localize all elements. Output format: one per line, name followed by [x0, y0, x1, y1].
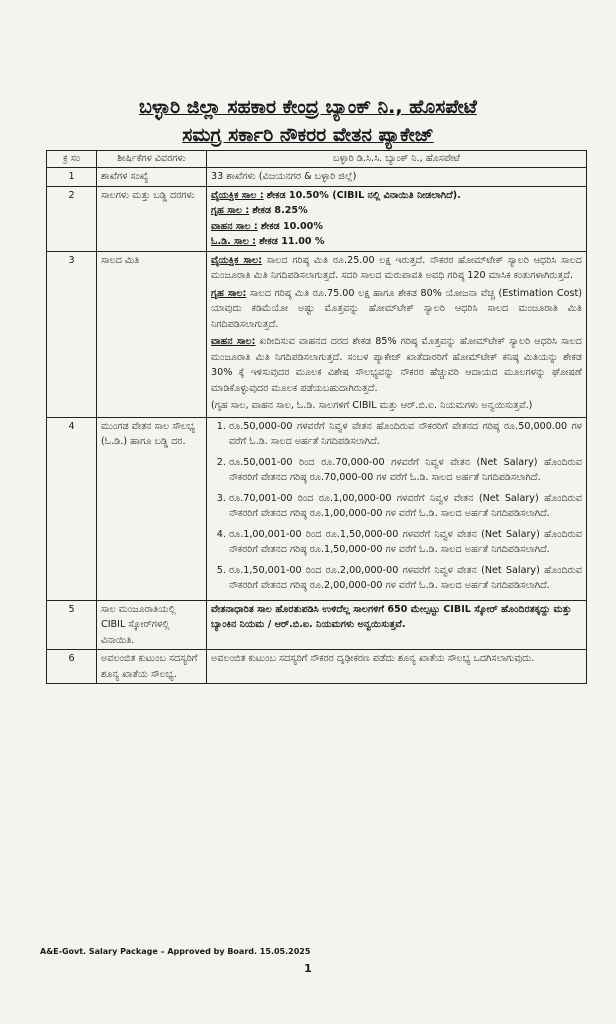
table-row — [47, 650, 587, 684]
row-label: ಸಾಲ ಮಂಜೂರಾತಿಯಲ್ಲಿ CIBIL ಸ್ಕೋರ್‌ಗಳಲ್ಲಿ ವಿನಾಯಿತಿ. — [97, 600, 207, 650]
row-value — [207, 251, 587, 417]
od-loan-rate: ಓ.ಡಿ. ಸಾಲ : ಶೇಕಡ 11.00 % — [211, 236, 325, 247]
list-item: 2. ರೂ.50,001-00 ರಿಂದ ರೂ.70,000-00 ಗಳವರೆಗೆ ನಿವ್ವಳ ವೇತನ (Net Salary) ಹೊಂದಿರುವ ನೌಕರರಿಗೆ ವೇತನದ ಗರಿಷ್ಠ ರೂ.70,000-00 ಗಳ ವರೆಗೆ ಓ.ಡಿ. ಸಾಲದ ಅರ್ಹತೆ ನಿಗದಿಪಡಿಸಲಾಗಿದೆ. — [229, 455, 582, 486]
table-row — [47, 417, 587, 600]
row-value: ವೇತನಾಧಾರಿತ ಸಾಲ ಹೊರತುಪಡಿಸಿ ಉಳಿದೆಲ್ಲ ಸಾಲಗಳಿಗೆ 650 ಮೇಲ್ಪಟ್ಟು CIBIL ಸ್ಕೋರ್ ಹೊಂದಿರತಕ್ಕದ್ದು ಮತ್ತು ಬ್ಯಾಂಕಿನ ನಿಯಮ / ಆರ್.ಬಿ.ಐ. ನಿಯಮಗಳು ಅನ್ವಯಿಸುತ್ತವೆ. — [207, 600, 587, 650]
row-number: 3 — [47, 251, 97, 417]
row-label: ಶಾಖೆಗಳ ಸಂಖ್ಯೆ — [97, 168, 207, 187]
row-number: 4 — [47, 417, 97, 600]
header-bank: ಬಳ್ಳಾರಿ ಡಿ.ಸಿ.ಸಿ. ಬ್ಯಾಂಕ್ ನಿ., ಹೊಸಪೇಟೆ — [207, 151, 587, 168]
row-label: ಸಾಲಗಳು ಮತ್ತು ಬಡ್ಡಿ ದರಗಳು — [97, 186, 207, 251]
table-row — [47, 168, 587, 187]
personal-loan-limit: ವೈಯಕ್ತಿಕ ಸಾಲ: ಸಾಲದ ಗರಿಷ್ಠ ಮಿತಿ ರೂ.25.00 ಲಕ್ಷ ಇರುತ್ತದೆ. ನೌಕರರ ಹೋಮ್‌ಟೇಕ್ ಸ್ಯಾಲರಿ ಆಧರಿಸಿ ಸಾಲದ ಮಂಜೂರಾತಿ ಮಿತಿ ನಿಗದಿಪಡಿಸಲಾಗುತ್ತದೆ. ಸದರಿ ಸಾಲದ ಮರುಪಾವತಿ ಅವಧಿ ಗರಿಷ್ಠ 120 ಮಾಸಿಕ ಕಂತುಗಳಾಗಿರುತ್ತದೆ. — [211, 254, 582, 281]
footer-note: A&E-Govt. Salary Package – Approved by Board. 15.05.2025 — [40, 947, 311, 956]
header-sno: ಕ್ರ ಸಂ — [47, 151, 97, 168]
row-label: ಮುಂಗಡ ವೇತನ ಸಾಲ ಸೌಲಭ್ಯ (ಓ.ಡಿ.) ಹಾಗೂ ಬಡ್ಡಿ ದರ. — [97, 417, 207, 600]
home-loan-rate: ಗೃಹ ಸಾಲ : ಶೇಕಡ 8.25% — [211, 205, 308, 216]
table-row — [47, 186, 587, 251]
list-item: 3. ರೂ.70,001-00 ರಿಂದ ರೂ.1,00,000-00 ಗಳವರೆಗೆ ನಿವ್ವಳ ವೇತನ (Net Salary) ಹೊಂದಿರುವ ನೌಕರರಿಗೆ ವೇತನದ ಗರಿಷ್ಠ ರೂ.1,00,000-00 ಗಳ ವರೆಗೆ ಓ.ಡಿ. ಸಾಲದ ಅರ್ಹತೆ ನಿಗದಿಪಡಿಸಲಾಗಿದೆ. — [229, 491, 582, 522]
row-value — [207, 186, 587, 251]
row-number: 1 — [47, 168, 97, 187]
row-number: 6 — [47, 650, 97, 684]
vehicle-loan-rate: ವಾಹನ ಸಾಲ : ಶೇಕಡ 10.00% — [211, 220, 323, 232]
page-number: 1 — [304, 962, 312, 975]
salary-package-table — [46, 150, 587, 684]
od-eligibility-list — [211, 419, 582, 594]
row-label: ಸಾಲದ ಮಿತಿ — [97, 251, 207, 417]
table-row — [47, 251, 587, 417]
list-item: 1. ರೂ.50,000-00 ಗಳವರೆಗೆ ನಿವ್ವಳ ವೇತನ ಹೊಂದಿರುವ ನೌಕರರಿಗೆ ವೇತನದ ಗರಿಷ್ಠ ರೂ.50,000.00 ಗಳ ವರೆಗೆ ಓ.ಡಿ. ಸಾಲದ ಅರ್ಹತೆ ನಿಗದಿಪಡಿಸಲಾಗಿದೆ. — [229, 419, 582, 450]
document-title: ಬಳ್ಳಾರಿ ಜಿಲ್ಲಾ ಸಹಕಾರ ಕೇಂದ್ರ ಬ್ಯಾಂಕ್ ನಿ., ಹೊಸಪೇಟೆ — [139, 96, 477, 118]
row-value: 33 ಶಾಖೆಗಳು (ವಿಜಯನಗರ & ಬಳ್ಳಾರಿ ಜಿಲ್ಲೆ) — [207, 168, 587, 187]
home-loan-limit: ಗೃಹ ಸಾಲ: ಸಾಲದ ಗರಿಷ್ಠ ಮಿತಿ ರೂ.75.00 ಲಕ್ಷ ಹಾಗೂ ಶೇಕಡ 80% ಯೋಜನಾ ವೆಚ್ಚ (Estimation Cost) ಯಾವುದು ಕಡಿಮೆಯೋ ಅಷ್ಟು ಮೊತ್ತವನ್ನು ಹೋಮ್‌ಟೇಕ್ ಸ್ಯಾಲರಿ ಆಧರಿಸಿ ಸಾಲದ ಮಂಜೂರಾತಿ ಮಿತಿ ನಿಗದಿಪಡಿಸಲಾಗುತ್ತದೆ. — [211, 287, 583, 330]
row-label: ಅವಲಂಬಿತ ಕುಟುಂಬ ಸದಸ್ಯರಿಗೆ ಶೂನ್ಯ ಖಾತೆಯ ಸೌಲಭ್ಯ. — [97, 650, 207, 684]
document-subtitle: ಸಮಗ್ರ ಸರ್ಕಾರಿ ನೌಕರರ ವೇತನ ಪ್ಯಾಕೇಜ್ — [182, 124, 434, 146]
row-number: 2 — [47, 186, 97, 251]
list-item: 4. ರೂ.1,00,001-00 ರಿಂದ ರೂ.1,50,000-00 ಗಳವರೆಗೆ ನಿವ್ವಳ ವೇತನ (Net Salary) ಹೊಂದಿರುವ ನೌಕರರಿಗೆ ವೇತನದ ಗರಿಷ್ಠ ರೂ.1,50,000-00 ಗಳ ವರೆಗೆ ಓ.ಡಿ. ಸಾಲದ ಅರ್ಹತೆ ನಿಗದಿಪಡಿಸಲಾಗಿದೆ. — [229, 527, 582, 558]
row-value: ಅವಲಂಬಿತ ಕುಟುಂಬ ಸದಸ್ಯರಿಗೆ ನೌಕರರ ದೃಢೀಕರಣ ಪಡೆದು ಶೂನ್ಯ ಖಾತೆಯ ಸೌಲಭ್ಯ ಒದಗಿಸಲಾಗುವುದು. — [207, 650, 587, 684]
row-number: 5 — [47, 600, 97, 650]
row-value — [207, 417, 587, 600]
header-details: ಶೀರ್ಷಿಕೆಗಳ ವಿವರಗಳು — [97, 151, 207, 168]
table-header-row — [47, 151, 587, 168]
vehicle-loan-limit: ವಾಹನ ಸಾಲ: ಖರೀದಿಸುವ ವಾಹನದ ದರದ ಶೇಕಡ 85% ಗರಿಷ್ಠ ಮೊತ್ತವನ್ನು ಹೋಮ್‌ಟೇಕ್ ಸ್ಯಾಲರಿ ಆಧರಿಸಿ ಸಾಲದ ಮಂಜೂರಾತಿ ಮಿತಿ ನಿಗದಿಪಡಿಸಲಾಗುತ್ತದೆ. ಸಂಬಳ ಪ್ಯಾಕೇಜ್ ಖಾತೆದಾರರಿಗೆ ಹೋಮ್‌ಟೇಕ್ ಕನಿಷ್ಠ ಮಿತಿಯನ್ನು ಶೇಕಡ 30% ಕ್ಕೆ ಇಳಿಸುವುದರ ಮೂಲಕ ವಿಶೇಷ ಸೌಲಭ್ಯವನ್ನು ನೌಕರರ ಹೆಚ್ಚುವರಿ ಆದಾಯದ ಮೂಲಗಳನ್ನು ಘೋಷಣೆ ಮಾಡಿಕೊಳ್ಳುವುದರ ಮೂಲಕ ಪಡೆಯಬಹುದಾಗಿರುತ್ತದೆ. — [211, 336, 582, 394]
personal-loan-rate: ವೈಯಕ್ತಿಕ ಸಾಲ : ಶೇಕಡ 10.50% (CIBIL ನಲ್ಲಿ ವಿನಾಯಿತಿ ನೀಡಲಾಗಿದೆ). — [211, 189, 461, 201]
table-row — [47, 600, 587, 650]
list-item: 5. ರೂ.1,50,001-00 ರಿಂದ ರೂ.2,00,000-00 ಗಳವರೆಗೆ ನಿವ್ವಳ ವೇತನ (Net Salary) ಹೊಂದಿರುವ ನೌಕರರಿಗೆ ವೇತನದ ಗರಿಷ್ಠ ರೂ.2,00,000-00 ಗಳ ವರೆಗೆ ಓ.ಡಿ. ಸಾಲದ ಅರ್ಹತೆ ನಿಗದಿಪಡಿಸಲಾಗಿದೆ. — [229, 563, 582, 594]
cibil-note: (ಗೃಹ ಸಾಲ, ವಾಹನ ಸಾಲ, ಓ.ಡಿ. ಸಾಲಗಳಿಗೆ CIBIL ಮತ್ತು ಆರ್.ಬಿ.ಐ. ನಿಯಮಗಳು ಅನ್ವಯಿಸುತ್ತವೆ.) — [211, 400, 533, 411]
